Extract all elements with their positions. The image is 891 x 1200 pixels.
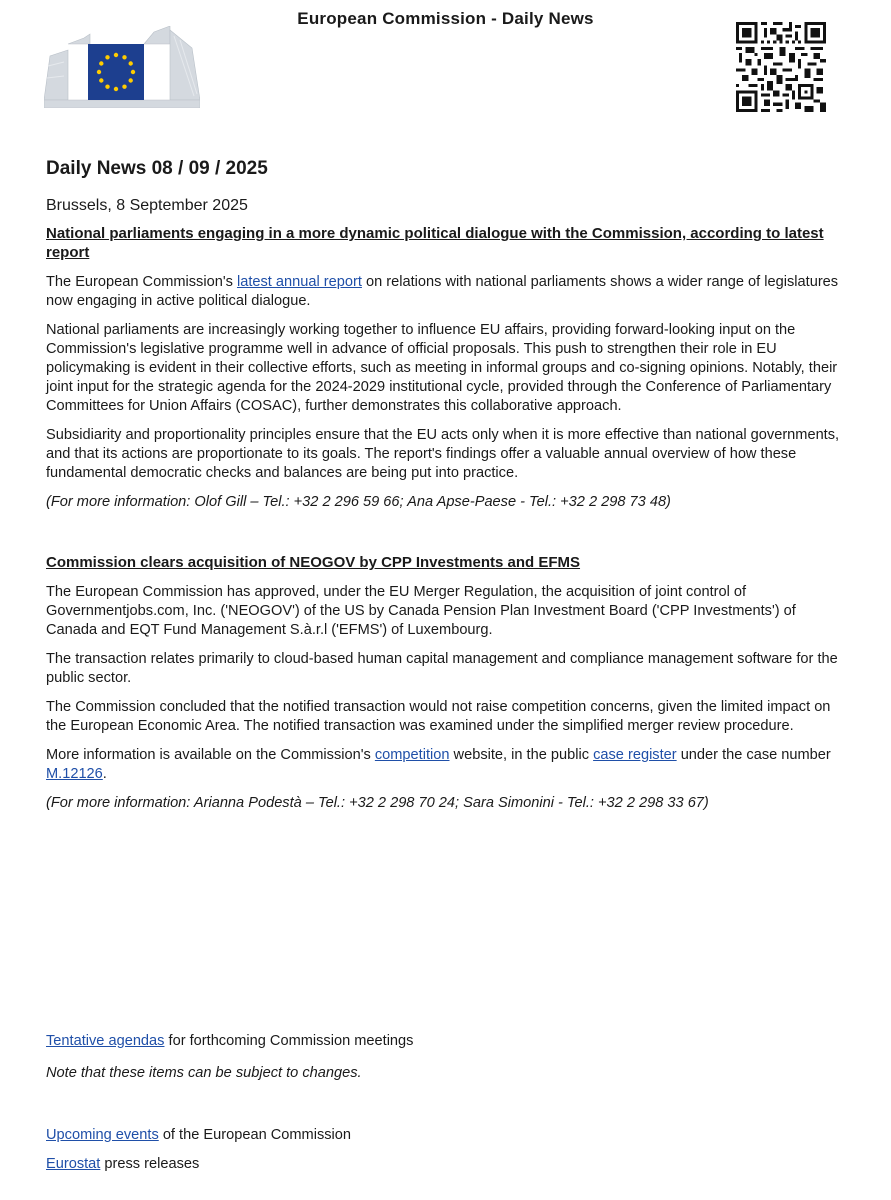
article-headline: National parliaments engaging in a more dynamic political dialogue with the Commission, according to latest report (46, 225, 824, 261)
tentative-agendas-link[interactable]: Tentative agendas (46, 1033, 165, 1049)
events-line: Upcoming events of the European Commission (46, 1127, 352, 1143)
daily-news-title: Daily News 08 / 09 / 2025 (46, 158, 268, 179)
upcoming-events-link[interactable]: Upcoming events (46, 1127, 159, 1143)
eurostat-link[interactable]: Eurostat (46, 1156, 101, 1172)
contact-info: (For more information: Olof Gill – Tel.: +32 2 296 59 66; Ana Apse-Paese - Tel.: +32 2 298 73 48) (46, 494, 671, 510)
article-paragraph: National parliaments are increasingly working together to influence EU affairs, providing forward-looking input on the Commission's legislative programme well in advance of official proposals. This push to strengthen their role in EU policymaking is evident in their collective efforts, such as meeting in informal groups and co-signing opinions. Notably, their joint input for the strategic agenda for the 2024-2029 institutional cycle, provided through the Conference of Parliamentary Committees for Union Affairs (COSAC), further demonstrates this collaborative approach. (46, 322, 838, 414)
article-headline: Commission clears acquisition of NEOGOV by CPP Investments and EFMS (46, 554, 581, 571)
article-paragraph: The transaction relates primarily to cloud-based human capital management and compliance management software for the public sector. (46, 651, 838, 686)
article-paragraph: Subsidiarity and proportionality principles ensure that the EU acts only when it is more effective than national governments, and that its actions are proportionate to its goals. The report's findings offer a valuable annual overview of how these fundamental democratic checks and balances are being put into practice. (46, 427, 840, 481)
article-paragraph: The Commission concluded that the notified transaction would not raise competition concerns, given the limited impact on the European Economic Area. The notified transaction was examined under the simplified merger review procedure. (46, 699, 831, 734)
article-paragraph: More information is available on the Commission's competition website, in the public case register under the case number M.12126. (46, 747, 831, 782)
qr-code[interactable] (736, 22, 826, 112)
annual-report-link[interactable]: latest annual report (236, 274, 362, 290)
news-content (46, 158, 846, 823)
eurostat-line: Eurostat press releases (46, 1156, 200, 1172)
dateline: Brussels, 8 September 2025 (46, 197, 248, 214)
competition-link[interactable]: competition (374, 747, 450, 763)
article-paragraph: The European Commission's latest annual report on relations with national parliaments shows a wider range of legislatures now engaging in active political dialogue. (46, 274, 839, 309)
contact-info: (For more information: Arianna Podestà – Tel.: +32 2 298 70 24; Sara Simonini - Tel.: +32 2 298 33 67) (46, 795, 709, 811)
agendas-line: Tentative agendas for forthcoming Commission meetings (46, 1033, 414, 1049)
page-header-title: European Commission - Daily News (297, 9, 594, 28)
case-register-link[interactable]: case register (593, 747, 677, 763)
article-paragraph: The European Commission has approved, under the EU Merger Regulation, the acquisition of joint control of Governmentjobs.com, Inc. ('NEOGOV') of the US by Canada Pension Plan Investment Board ('CPP Investments') of Canada and EQT Fund Management S.à.r.l ('EFMS') of Luxembourg. (46, 584, 796, 638)
case-number-link[interactable]: M.12126 (46, 766, 103, 782)
european-commission-logo (44, 26, 200, 108)
agendas-note: Note that these items can be subject to changes. (46, 1065, 362, 1081)
